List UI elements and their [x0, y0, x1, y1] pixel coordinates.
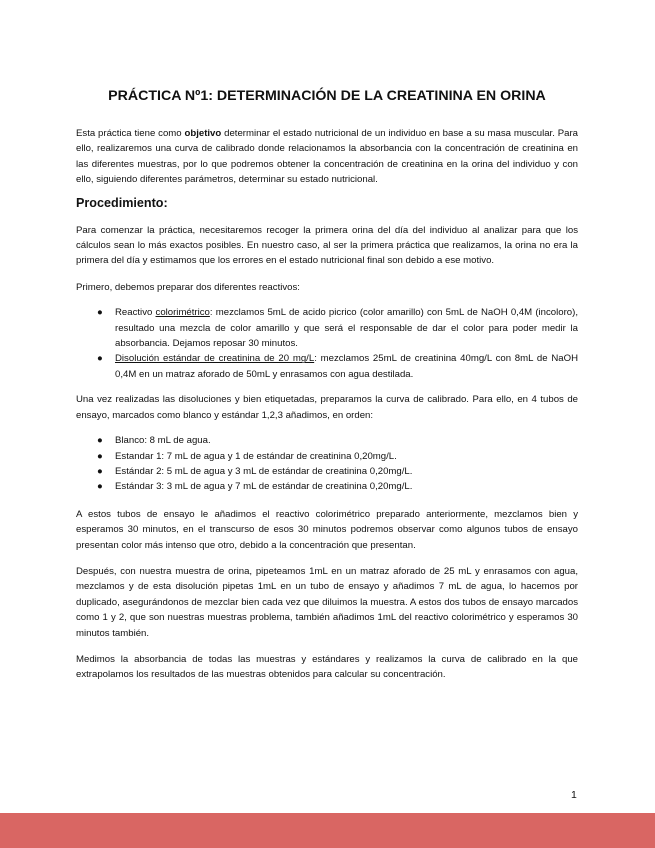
- intro-text-pre: Esta práctica tiene como: [76, 128, 185, 139]
- bullet-icon: ●: [97, 481, 103, 493]
- list-item: [76, 449, 578, 464]
- paragraph-5: Después, con nuestra muestra de orina, pipeteamos 1mL en un matraz aforado de 25 mL y enrasamos con agua, mezclamos y de esta disolución pipetas 1mL en un tubo de ensayo y añadimos 7 mL de agua, lo hacemos por duplicado, asegurándonos de mezclar bien cada vez que diluimos la muestra. A estos dos tubos de ensayo marcados como 1 y 2, que son nuestras muestras problema, también añadimos 1mL del reactivo colorimétrico y esperamos 30 minutos también.: [76, 565, 578, 639]
- paragraph-4: A estos tubos de ensayo le añadimos el reactivo colorimétrico preparado anteriormente, mezclamos bien y esperamos 30 minutos, en el transcurso de esos 30 minutos podremos observar como algunos tubos de ensayo presentan color más intenso que otro, debido a la concentración que presentan.: [76, 508, 578, 551]
- underlined-term: colorimétrico: [155, 307, 210, 319]
- reactivos-list: [76, 305, 578, 382]
- underlined-term: Disolución estándar de creatinina de 20 mg/L: [115, 353, 315, 365]
- list-item: [76, 479, 578, 494]
- list-item-text: Estándar 3: 3 mL de agua y 7 mL de estándar de creatinina 0,20mg/L.: [115, 481, 413, 493]
- page-number: 1: [571, 789, 577, 801]
- list-item: [76, 305, 578, 351]
- list-item: [76, 433, 578, 448]
- bullet-icon: ●: [97, 353, 103, 365]
- bullet-icon: ●: [97, 450, 103, 462]
- tubos-list: [76, 433, 578, 495]
- intro-paragraph: [76, 126, 578, 188]
- list-item-text: Blanco: 8 mL de agua.: [115, 435, 211, 447]
- section-heading: Procedimiento:: [76, 195, 168, 210]
- list-item-text: Reactivo: [115, 307, 156, 319]
- paragraph-1: Para comenzar la práctica, necesitaremos recoger la primera orina del día del individuo al analizar para que los cálculos sean lo más exactos posibles. En nuestro caso, al ser la primera práctica que realizamos, la orina no era la primera del día y estimamos que los errores en el estado nutricional final son debido a ese motivo.: [76, 224, 578, 267]
- list-item-text: Estándar 2: 5 mL de agua y 3 mL de estándar de creatinina 0,20mg/L.: [115, 465, 413, 477]
- document-page: [76, 88, 578, 683]
- list-item-text: : mezclamos 5mL de acido picrico (color amarillo) con 5mL de NaOH 0,4M (incoloro), resultado una mezcla de color amarillo y que será el responsable de dar el color para poder medir la absorbancia. Dejamos reposar 30 minutos.: [115, 307, 578, 350]
- paragraph-2: Primero, debemos preparar dos diferentes reactivos:: [76, 281, 300, 293]
- intro-bold-keyword: objetivo: [184, 128, 222, 139]
- paragraph-6: Medimos la absorbancia de todas las muestras y estándares y realizamos la curva de calibrado en la que extrapolamos los resultados de las muestras obtenidos para calcular su concentración.: [76, 653, 578, 681]
- intro-text-post: determinar el estado nutricional de un individuo en base a su masa muscular. Para ello, realizaremos una curva de calibrado donde relacionamos la absorbancia con la concentración de creatinina en las diferentes muestras, por lo que podremos obtener la concentración de creatinina en la orina del individuo y con ello, siguiendo diferentes parámetros, determinar su estado nutricional.: [76, 128, 578, 186]
- list-item-text: : mezclamos 25mL de creatinina 40mg/L con 8mL de NaOH 0,4M en un matraz aforado de 50mL y enrasamos con agua destilada.: [115, 353, 578, 380]
- footer-bar: [0, 813, 655, 848]
- paragraph-3: Una vez realizadas las disoluciones y bien etiquetadas, preparamos la curva de calibrado. Para ello, en 4 tubos de ensayo, marcados como blanco y estándar 1,2,3 añadimos, en orden:: [76, 394, 578, 421]
- bullet-icon: ●: [97, 435, 103, 447]
- bullet-icon: ●: [97, 307, 103, 319]
- list-item: [76, 464, 578, 479]
- document-title: PRÁCTICA Nº1: DETERMINACIÓN DE LA CREATININA EN ORINA: [108, 88, 546, 104]
- list-item-text: Estandar 1: 7 mL de agua y 1 de estándar de creatinina 0,20mg/L.: [115, 450, 397, 462]
- bullet-icon: ●: [97, 465, 103, 477]
- list-item: [76, 351, 578, 382]
